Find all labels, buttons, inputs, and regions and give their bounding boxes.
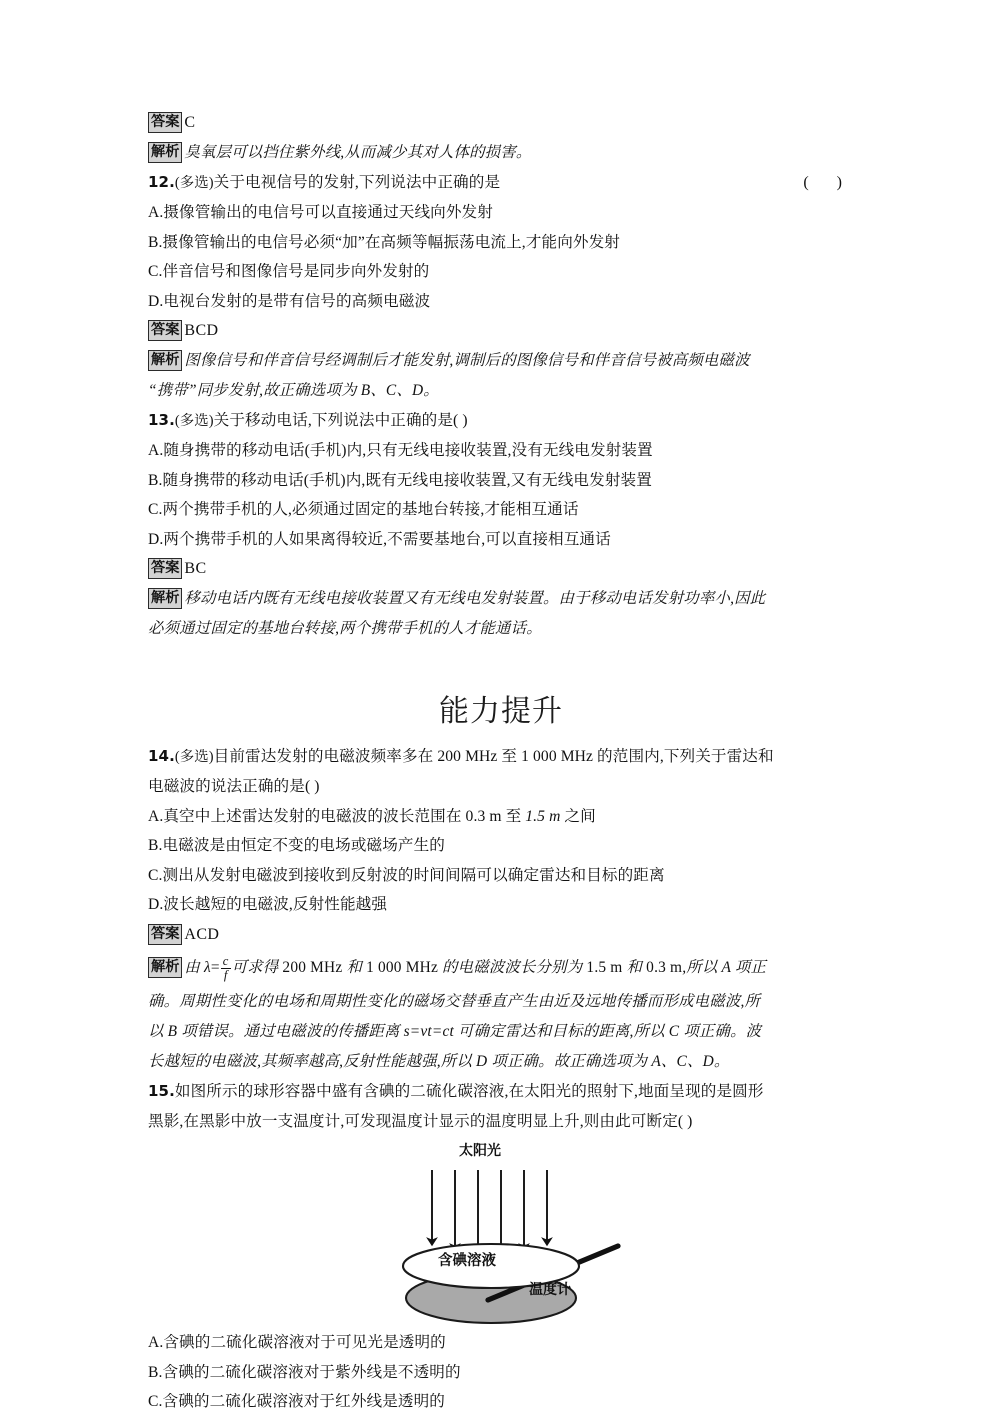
- q14-an-w2: 0.3 m: [646, 959, 683, 976]
- page-content: [148, 108, 854, 1417]
- q11-analysis-text: 臭氧层可以挡住紫外线,从而减少其对人体的损害。: [184, 143, 532, 161]
- question-13-multi-tag: (多选): [174, 412, 214, 429]
- q14-answer-row: [148, 920, 854, 950]
- answer-label-chip: 答案: [148, 112, 182, 133]
- q13-answer-row: [148, 554, 854, 584]
- q14-analysis-line-2: 确。周期性变化的电场和周期性变化的磁场交替垂直产生由近及远地传播而形成电磁波,所: [148, 993, 761, 1010]
- q13-answer-value: BC: [184, 560, 207, 577]
- question-12-stem-text: 关于电视信号的发射,下列说法中正确的是: [213, 173, 501, 191]
- lambda-symbol: λ: [204, 959, 211, 976]
- question-14-stem-b: 至: [497, 747, 522, 765]
- q14-an-p2: 可求得: [231, 959, 283, 976]
- q14-an-f2: 1 000 MHz: [366, 959, 438, 976]
- q13-analysis-text-1: 移动电话内既有无线电接收装置又有无线电发射装置。由于移动电话发射功率小,因此: [184, 589, 766, 607]
- question-15-stem-line-2: 黑影,在黑影中放一支温度计,可发现温度计显示的温度明显上升,则由此可断定( ): [148, 1112, 693, 1130]
- question-15-option-a: A.含碘的二硫化碳溶液对于可见光是透明的: [148, 1334, 446, 1351]
- analysis-label-chip: 解析: [148, 142, 182, 163]
- question-14-stem-line-1: [148, 742, 854, 773]
- q13-analysis-line-2: 必须通过固定的基地台转接,两个携带手机的人才能通话。: [148, 619, 542, 637]
- q14-analysis-line-3: [148, 1017, 854, 1047]
- q14-analysis-line-4: 长越短的电磁波,其频率越高,反射性能越强,所以 D 项正确。故正确选项为 A、C、D。: [148, 1053, 730, 1070]
- q12-analysis-text-1: 图像信号和伴音信号经调制后才能发射,调制后的图像信号和伴音信号被高频电磁波: [184, 351, 750, 369]
- question-14-stem-line-2: 电磁波的说法正确的是( ): [148, 778, 320, 795]
- answer-label-chip: 答案: [148, 320, 182, 341]
- question-14-multi-tag: (多选): [174, 748, 214, 765]
- q11-analysis-row: [148, 138, 854, 168]
- equals-symbol: =: [210, 959, 220, 976]
- question-12-option-a: A.摄像管输出的电信号可以直接通过天线向外发射: [148, 204, 493, 221]
- figure-label-solution: 含碘溶液: [438, 1253, 496, 1269]
- question-13-option-b: B.随身携带的移动电话(手机)内,既有无线电接收装置,又有无线电发射装置: [148, 471, 652, 489]
- analysis-label-chip: 解析: [148, 957, 182, 978]
- question-13-stem: [148, 406, 854, 437]
- answer-label-chip: 答案: [148, 924, 182, 945]
- question-12-answer-bracket: ( ): [803, 173, 854, 191]
- analysis-label-chip: 解析: [148, 588, 182, 609]
- question-15-stem-text-1: 如图所示的球形容器中盛有含碘的二硫化碳溶液,在太阳光的照射下,地面呈现的是圆形: [174, 1083, 764, 1100]
- q11-answer-row: [148, 108, 854, 138]
- figure-canvas: [148, 1140, 854, 1328]
- sunlight-rays: [432, 1170, 547, 1253]
- question-12-number: 12.: [148, 172, 175, 191]
- q14-an-l3a: 以 B 项错误。通过电磁波的传播距离: [148, 1023, 404, 1040]
- q14-an-w1: 1.5 m: [586, 959, 623, 976]
- question-13-option-a: A.随身携带的移动电话(手机)内,只有无线电接收装置,没有无线电发射装置: [148, 442, 653, 459]
- question-14-option-a: [148, 802, 854, 832]
- q14-answer-value: ACD: [184, 925, 220, 943]
- question-12-option-d: D.电视台发射的是带有信号的高频电磁波: [148, 292, 431, 310]
- question-15-number: 15.: [148, 1082, 175, 1100]
- answer-label-chip: 答案: [148, 558, 182, 579]
- q14-an-p6: ,所以 A 项正: [682, 959, 767, 976]
- q12-analysis-line-1: [148, 346, 854, 376]
- q11-answer-value: C: [184, 114, 196, 131]
- figure-label-sunlight: 太阳光: [459, 1143, 501, 1159]
- question-15-option-c: C.含碘的二硫化碳溶液对于红外线是透明的: [148, 1393, 445, 1410]
- distance-formula: s=vt=ct: [403, 1023, 454, 1040]
- question-12-option-b: B.摄像管输出的电信号必须“加”在高频等幅振荡电流上,才能向外发射: [148, 233, 620, 251]
- question-12-multi-tag: (多选): [174, 174, 214, 191]
- fraction-denominator: f: [223, 967, 228, 982]
- q14-an-p3: 和: [342, 959, 367, 976]
- question-14-wavelength-low: 0.3 m: [465, 807, 502, 825]
- question-14-option-c: C.测出从发射电磁波到接收到反射波的时间间隔可以确定雷达和目标的距离: [148, 866, 665, 884]
- question-14-option-b: B.电磁波是由恒定不变的电场或磁场产生的: [148, 837, 445, 854]
- question-14-number: 14.: [148, 746, 175, 765]
- question-14-freq-low: 200 MHz: [437, 747, 498, 765]
- question-14-wavelength-high: 1.5 m: [525, 807, 561, 825]
- question-14-optA-c: 之间: [560, 807, 596, 825]
- fraction-numerator: c: [222, 953, 229, 968]
- q14-an-p1: 由: [184, 959, 205, 976]
- q14-an-l3b: 可确定雷达和目标的距离,所以 C 项正确。波: [453, 1023, 762, 1040]
- figure-label-thermometer: 温度计: [529, 1282, 571, 1298]
- question-12-option-c: C.伴音信号和图像信号是同步向外发射的: [148, 263, 430, 280]
- q13-analysis-line-1: [148, 584, 854, 614]
- q14-an-p4: 的电磁波波长分别为: [438, 959, 587, 976]
- q12-answer-row: [148, 316, 854, 346]
- question-14-stem-a: 目前雷达发射的电磁波频率多在: [213, 747, 438, 765]
- question-14-optA-b: 至: [501, 807, 526, 825]
- question-14-optA-a: A.真空中上述雷达发射的电磁波的波长范围在: [148, 807, 466, 825]
- q14-an-f1: 200 MHz: [282, 959, 343, 976]
- figure-iodine-solution-sunlight: [148, 1140, 854, 1328]
- analysis-label-chip: 解析: [148, 350, 182, 371]
- q12-answer-value: BCD: [184, 322, 219, 339]
- q14-analysis-line-1: [148, 949, 854, 987]
- question-13-option-c: C.两个携带手机的人,必须通过固定的基地台转接,才能相互通话: [148, 501, 579, 518]
- question-14-freq-high: 1 000 MHz: [521, 747, 594, 765]
- question-12-stem: [148, 168, 854, 199]
- figure-svg: [148, 1140, 854, 1328]
- question-13-number: 13.: [148, 410, 175, 429]
- section-heading-ability-improvement: 能力提升: [439, 693, 563, 729]
- question-13-stem-text: 关于移动电话,下列说法中正确的是( ): [213, 411, 468, 429]
- q14-an-p5: 和: [622, 959, 647, 976]
- question-14-option-d: D.波长越短的电磁波,反射性能越强: [148, 896, 388, 913]
- question-13-option-d: D.两个携带手机的人如果离得较近,不需要基地台,可以直接相互通话: [148, 530, 611, 548]
- question-15-stem-line-1: [148, 1077, 854, 1107]
- question-15-option-b: B.含碘的二硫化碳溶液对于紫外线是不透明的: [148, 1363, 461, 1381]
- fraction-c-over-f: [221, 955, 231, 983]
- question-14-stem-c: 的范围内,下列关于雷达和: [593, 747, 774, 765]
- q12-analysis-line-2: “携带”同步发射,故正确选项为 B、C、D。: [148, 381, 439, 399]
